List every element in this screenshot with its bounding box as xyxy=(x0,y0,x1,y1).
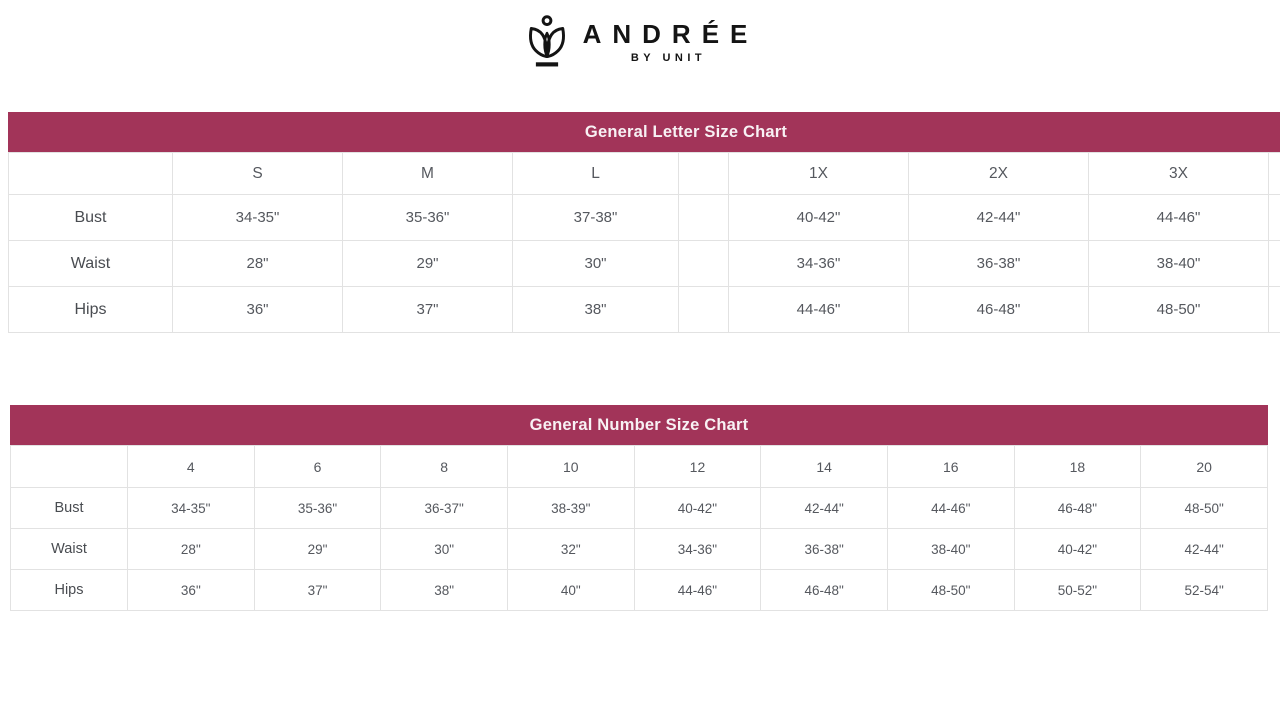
size-cell: 52-54" xyxy=(1141,570,1268,611)
spacer-cell xyxy=(679,241,729,287)
number-size-chart xyxy=(10,405,1268,611)
row-label: Waist xyxy=(9,241,173,287)
size-cell: 37-38" xyxy=(513,195,679,241)
table-row-waist xyxy=(11,529,1268,570)
column-header-cut xyxy=(1269,153,1280,195)
column-header-12: 12 xyxy=(634,446,761,488)
column-header xyxy=(11,446,128,488)
size-cell: 42-44" xyxy=(761,488,888,529)
column-header-20: 20 xyxy=(1141,446,1268,488)
column-header-spacer xyxy=(679,153,729,195)
size-cell: 34-35" xyxy=(128,488,255,529)
table-row-bust xyxy=(11,488,1268,529)
letter-size-chart-title: General Letter Size Chart xyxy=(8,112,1280,152)
size-cell: 36-38" xyxy=(761,529,888,570)
table-row-hips xyxy=(9,287,1280,333)
column-header-14: 14 xyxy=(761,446,888,488)
size-cell: 48-50" xyxy=(1089,287,1269,333)
letter-size-chart xyxy=(8,112,1280,333)
size-cell: 38" xyxy=(513,287,679,333)
size-cell: 38" xyxy=(381,570,508,611)
column-header-s: S xyxy=(173,153,343,195)
brand-name: ANDRÉE xyxy=(582,18,759,49)
size-cell: 35-36" xyxy=(343,195,513,241)
size-cell: 38-40" xyxy=(1089,241,1269,287)
size-cell: 36" xyxy=(128,570,255,611)
size-cell: 46-48" xyxy=(909,287,1089,333)
size-cell: 42-44" xyxy=(909,195,1089,241)
cut-cell xyxy=(1269,287,1280,333)
size-cell: 36" xyxy=(173,287,343,333)
size-cell: 28" xyxy=(128,529,255,570)
brand-subtitle: BY UNIT xyxy=(630,51,707,64)
size-cell: 35-36" xyxy=(254,488,381,529)
size-cell: 28" xyxy=(173,241,343,287)
size-cell: 36-38" xyxy=(909,241,1089,287)
size-cell: 32" xyxy=(507,529,634,570)
size-cell: 38-39" xyxy=(507,488,634,529)
size-cell: 46-48" xyxy=(1014,488,1141,529)
column-header-2x: 2X xyxy=(909,153,1089,195)
size-cell: 46-48" xyxy=(761,570,888,611)
number-size-table xyxy=(10,445,1268,611)
column-header-m: M xyxy=(343,153,513,195)
column-header-16: 16 xyxy=(887,446,1014,488)
size-cell: 44-46" xyxy=(634,570,761,611)
row-label: Hips xyxy=(9,287,173,333)
size-cell: 34-36" xyxy=(634,529,761,570)
letter-size-table xyxy=(8,152,1280,333)
size-cell: 37" xyxy=(254,570,381,611)
column-header-8: 8 xyxy=(381,446,508,488)
size-cell: 48-50" xyxy=(887,570,1014,611)
size-cell: 40" xyxy=(507,570,634,611)
column-header-3x: 3X xyxy=(1089,153,1269,195)
column-header-1x: 1X xyxy=(729,153,909,195)
size-cell: 37" xyxy=(343,287,513,333)
size-cell: 40-42" xyxy=(729,195,909,241)
size-cell: 38-40" xyxy=(887,529,1014,570)
table-header-row xyxy=(9,153,1280,195)
size-cell: 30" xyxy=(513,241,679,287)
column-header-10: 10 xyxy=(507,446,634,488)
tulip-logo-icon xyxy=(522,12,572,70)
cut-cell xyxy=(1269,241,1280,287)
row-label: Bust xyxy=(11,488,128,529)
table-row-bust xyxy=(9,195,1280,241)
row-label: Hips xyxy=(11,570,128,611)
size-cell: 44-46" xyxy=(729,287,909,333)
row-label: Waist xyxy=(11,529,128,570)
size-cell: 30" xyxy=(381,529,508,570)
size-cell: 36-37" xyxy=(381,488,508,529)
column-header-4: 4 xyxy=(128,446,255,488)
table-row-waist xyxy=(9,241,1280,287)
row-label: Bust xyxy=(9,195,173,241)
size-cell: 50-52" xyxy=(1014,570,1141,611)
table-header-row xyxy=(11,446,1268,488)
size-cell: 40-42" xyxy=(1014,529,1141,570)
table-row-hips xyxy=(11,570,1268,611)
column-header-18: 18 xyxy=(1014,446,1141,488)
size-cell: 34-36" xyxy=(729,241,909,287)
size-cell: 34-35" xyxy=(173,195,343,241)
number-size-chart-title: General Number Size Chart xyxy=(10,405,1268,445)
column-header xyxy=(9,153,173,195)
spacer-cell xyxy=(679,287,729,333)
size-cell: 44-46" xyxy=(887,488,1014,529)
column-header-6: 6 xyxy=(254,446,381,488)
size-cell: 40-42" xyxy=(634,488,761,529)
size-cell: 29" xyxy=(343,241,513,287)
column-header-l: L xyxy=(513,153,679,195)
brand-logo[interactable] xyxy=(0,12,1280,70)
cut-cell xyxy=(1269,195,1280,241)
size-cell: 29" xyxy=(254,529,381,570)
spacer-cell xyxy=(679,195,729,241)
size-cell: 42-44" xyxy=(1141,529,1268,570)
size-cell: 48-50" xyxy=(1141,488,1268,529)
size-cell: 44-46" xyxy=(1089,195,1269,241)
